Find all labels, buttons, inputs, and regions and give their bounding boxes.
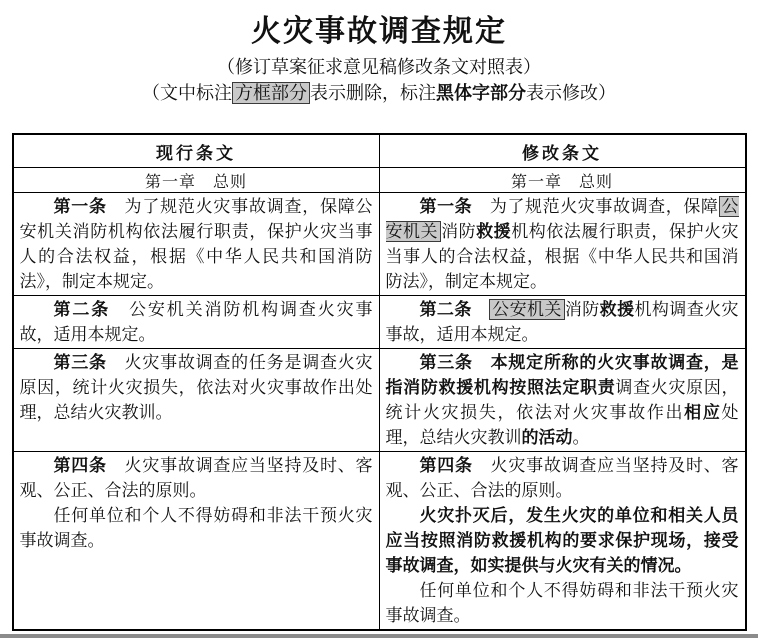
chapter-current: 第一章 总则 xyxy=(13,168,380,193)
paragraph xyxy=(20,503,373,553)
text-run: 任何单位和个人不得妨碍和非法干预火灾事故调查。 xyxy=(19,506,373,550)
text-run: 任何单位和个人不得妨碍和非法干预火灾事故调查。 xyxy=(385,581,739,625)
text-run: 为了规范火灾事故调查，保障公安机关消防机构依法履行职责，保护火灾当事人的合法权益，根据《中华人民共和国消防法》，制定本规定。 xyxy=(19,197,373,291)
cell-current xyxy=(13,296,380,349)
modified-text: 火灾扑灭后，发生火灾的单位和相关人员应当按照消防救援机构的要求保护现场，接受事故调查，如实提供与火灾有关的情况。 xyxy=(385,506,739,575)
text-run: 火灾事故调查应当坚持及时、客观、公正、合法的原则。 xyxy=(19,456,373,500)
paragraph xyxy=(20,194,373,294)
modified-text: 第一条 xyxy=(419,197,473,216)
comparison-table xyxy=(12,133,747,631)
table-row xyxy=(13,193,746,296)
legend-prefix: （文中标注 xyxy=(142,83,232,103)
text-run: 消防 xyxy=(564,300,600,319)
text-run: 机构依法履行职责，保护火灾当事人的合法权益，根据《中华人民共和国消防法》，制定本规定。 xyxy=(385,222,739,291)
paragraph xyxy=(386,453,739,503)
paragraph xyxy=(20,453,373,503)
text-run: 调查火灾原因，统计火灾损失，依法对火灾事故作出 xyxy=(385,378,739,422)
text-run: 消防 xyxy=(441,222,477,241)
modified-text: 救援 xyxy=(476,222,512,241)
text-run: 火灾事故调查的任务是调查火灾原因，统计火灾损失，依法对火灾事故作出处理，总结火灾教训。 xyxy=(19,353,373,422)
chapter-revised: 第一章 总则 xyxy=(379,168,746,193)
modified-text: 相应 xyxy=(684,403,722,422)
modified-text: 的活动 xyxy=(521,428,573,447)
modified-text: 第二条 xyxy=(419,300,472,319)
column-header-revised: 修改条文 xyxy=(379,134,746,168)
paragraph xyxy=(386,503,739,578)
paragraph xyxy=(20,350,373,425)
modified-text: 第三条 xyxy=(419,353,473,372)
paragraph xyxy=(386,297,739,347)
page-bottom-edge xyxy=(0,634,758,638)
modified-text: 救援 xyxy=(599,300,635,319)
subtitle: （修订草案征求意见稿修改条文对照表） xyxy=(217,57,541,77)
header-row xyxy=(13,134,746,168)
modified-text: 第三条 xyxy=(53,353,107,372)
text-run: 。 xyxy=(572,428,590,447)
cell-current xyxy=(13,193,380,296)
deleted-text: 公安机关 xyxy=(385,197,739,241)
text-run: 机构调查火灾事故，适用本规定。 xyxy=(385,300,739,344)
modified-text: 第四条 xyxy=(419,456,473,475)
table-row xyxy=(13,452,746,631)
bold-marker-sample: 黑体字部分 xyxy=(436,83,526,103)
cell-current xyxy=(13,349,380,452)
deleted-text: 公安机关 xyxy=(489,299,565,320)
cell-current xyxy=(13,452,380,631)
modified-text: 本规定所称的火灾事故调查，是指消防救援机构按照法定职责 xyxy=(385,353,739,397)
modified-text: 第一条 xyxy=(53,197,107,216)
document-page xyxy=(0,6,758,631)
modified-text: 第二条 xyxy=(53,300,111,319)
cell-revised xyxy=(379,193,746,296)
text-run: 处理，总结火灾教训 xyxy=(385,403,739,447)
text-run xyxy=(472,300,489,319)
cell-revised xyxy=(379,349,746,452)
text-run: 公安机关消防机构调查火灾事故，适用本规定。 xyxy=(19,300,373,344)
paragraph xyxy=(386,194,739,294)
table-row xyxy=(13,296,746,349)
legend-line xyxy=(0,80,758,106)
table-row xyxy=(13,349,746,452)
paragraph xyxy=(386,578,739,628)
deletion-marker-sample: 方框部分 xyxy=(232,82,310,104)
text-run: 为了规范火灾事故调查，保障 xyxy=(472,197,719,216)
paragraph xyxy=(20,297,373,347)
page-title: 火灾事故调查规定 xyxy=(251,15,507,48)
modified-text: 第四条 xyxy=(53,456,107,475)
legend-suffix: 表示修改） xyxy=(526,83,616,103)
chapter-row xyxy=(13,168,746,193)
paragraph xyxy=(386,350,739,450)
column-header-current: 现行条文 xyxy=(13,134,380,168)
cell-revised xyxy=(379,452,746,631)
text-run xyxy=(473,353,491,372)
text-run: 火灾事故调查应当坚持及时、客观、公正、合法的原则。 xyxy=(385,456,739,500)
legend-mid: 表示删除，标注 xyxy=(310,83,436,103)
cell-revised xyxy=(379,296,746,349)
